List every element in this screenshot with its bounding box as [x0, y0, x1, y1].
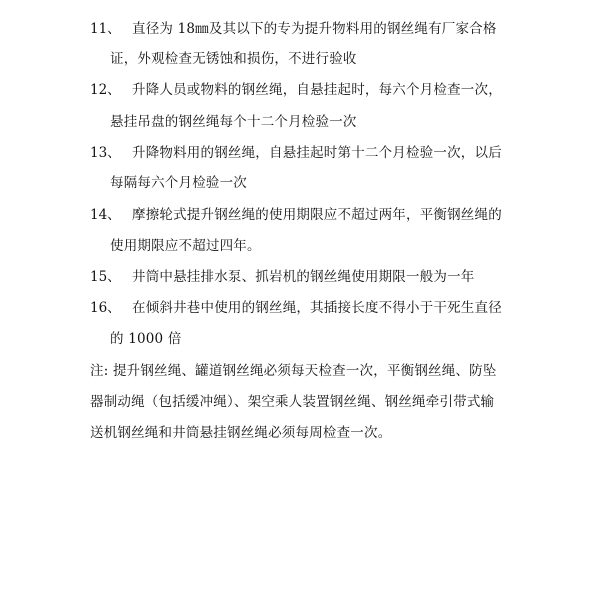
item-number-14: 14、 [90, 207, 121, 223]
note-line-1: 注: 提升钢丝绳、罐道钢丝绳必须每天检查一次，平衡钢丝绳、防坠 [90, 363, 497, 379]
item-11-line-1: 直径为 18㎜及其以下的专为提升物料用的钢丝绳有厂家合格 [132, 21, 497, 37]
item-13-line-1: 升降物料用的钢丝绳，自悬挂起时第十二个月检验一次，以后 [132, 145, 502, 161]
note-line-3: 送机钢丝绳和井筒悬挂钢丝绳必须每周检查一次。 [90, 425, 392, 441]
item-15-line-1: 井筒中悬挂排水泵、抓岩机的钢丝绳使用期限一般为一年 [132, 269, 475, 285]
item-number-12: 12、 [90, 82, 121, 98]
item-14-line-2: 使用期限应不超过四年。 [110, 238, 261, 254]
item-16-line-1: 在倾斜井巷中使用的钢丝绳，其插接长度不得小于干死生直径 [132, 300, 502, 316]
item-14-line-1: 摩擦轮式提升钢丝绳的使用期限应不超过两年，平衡钢丝绳的 [132, 207, 502, 223]
item-12-line-2: 悬挂吊盘的钢丝绳每个十二个月检验一次 [110, 114, 357, 130]
cut-off-previous-line [0, 0, 600, 9]
note-line-2: 器制动绳（包括缓冲绳）、架空乘人装置钢丝绳、钢丝绳牵引带式输 [90, 394, 495, 410]
item-number-15: 15、 [90, 269, 121, 285]
item-11-line-2: 证，外观检查无锈蚀和损伤，不进行验收 [110, 51, 357, 67]
item-13-line-2: 每隔每六个月检验一次 [110, 175, 247, 191]
item-number-16: 16、 [90, 300, 121, 316]
item-number-13: 13、 [90, 145, 121, 161]
item-16-line-2: 的 1000 倍 [110, 331, 182, 347]
item-12-line-1: 升降人员或物料的钢丝绳，自悬挂起时，每六个月检查一次， [132, 82, 502, 98]
item-number-11: 11、 [90, 21, 121, 37]
